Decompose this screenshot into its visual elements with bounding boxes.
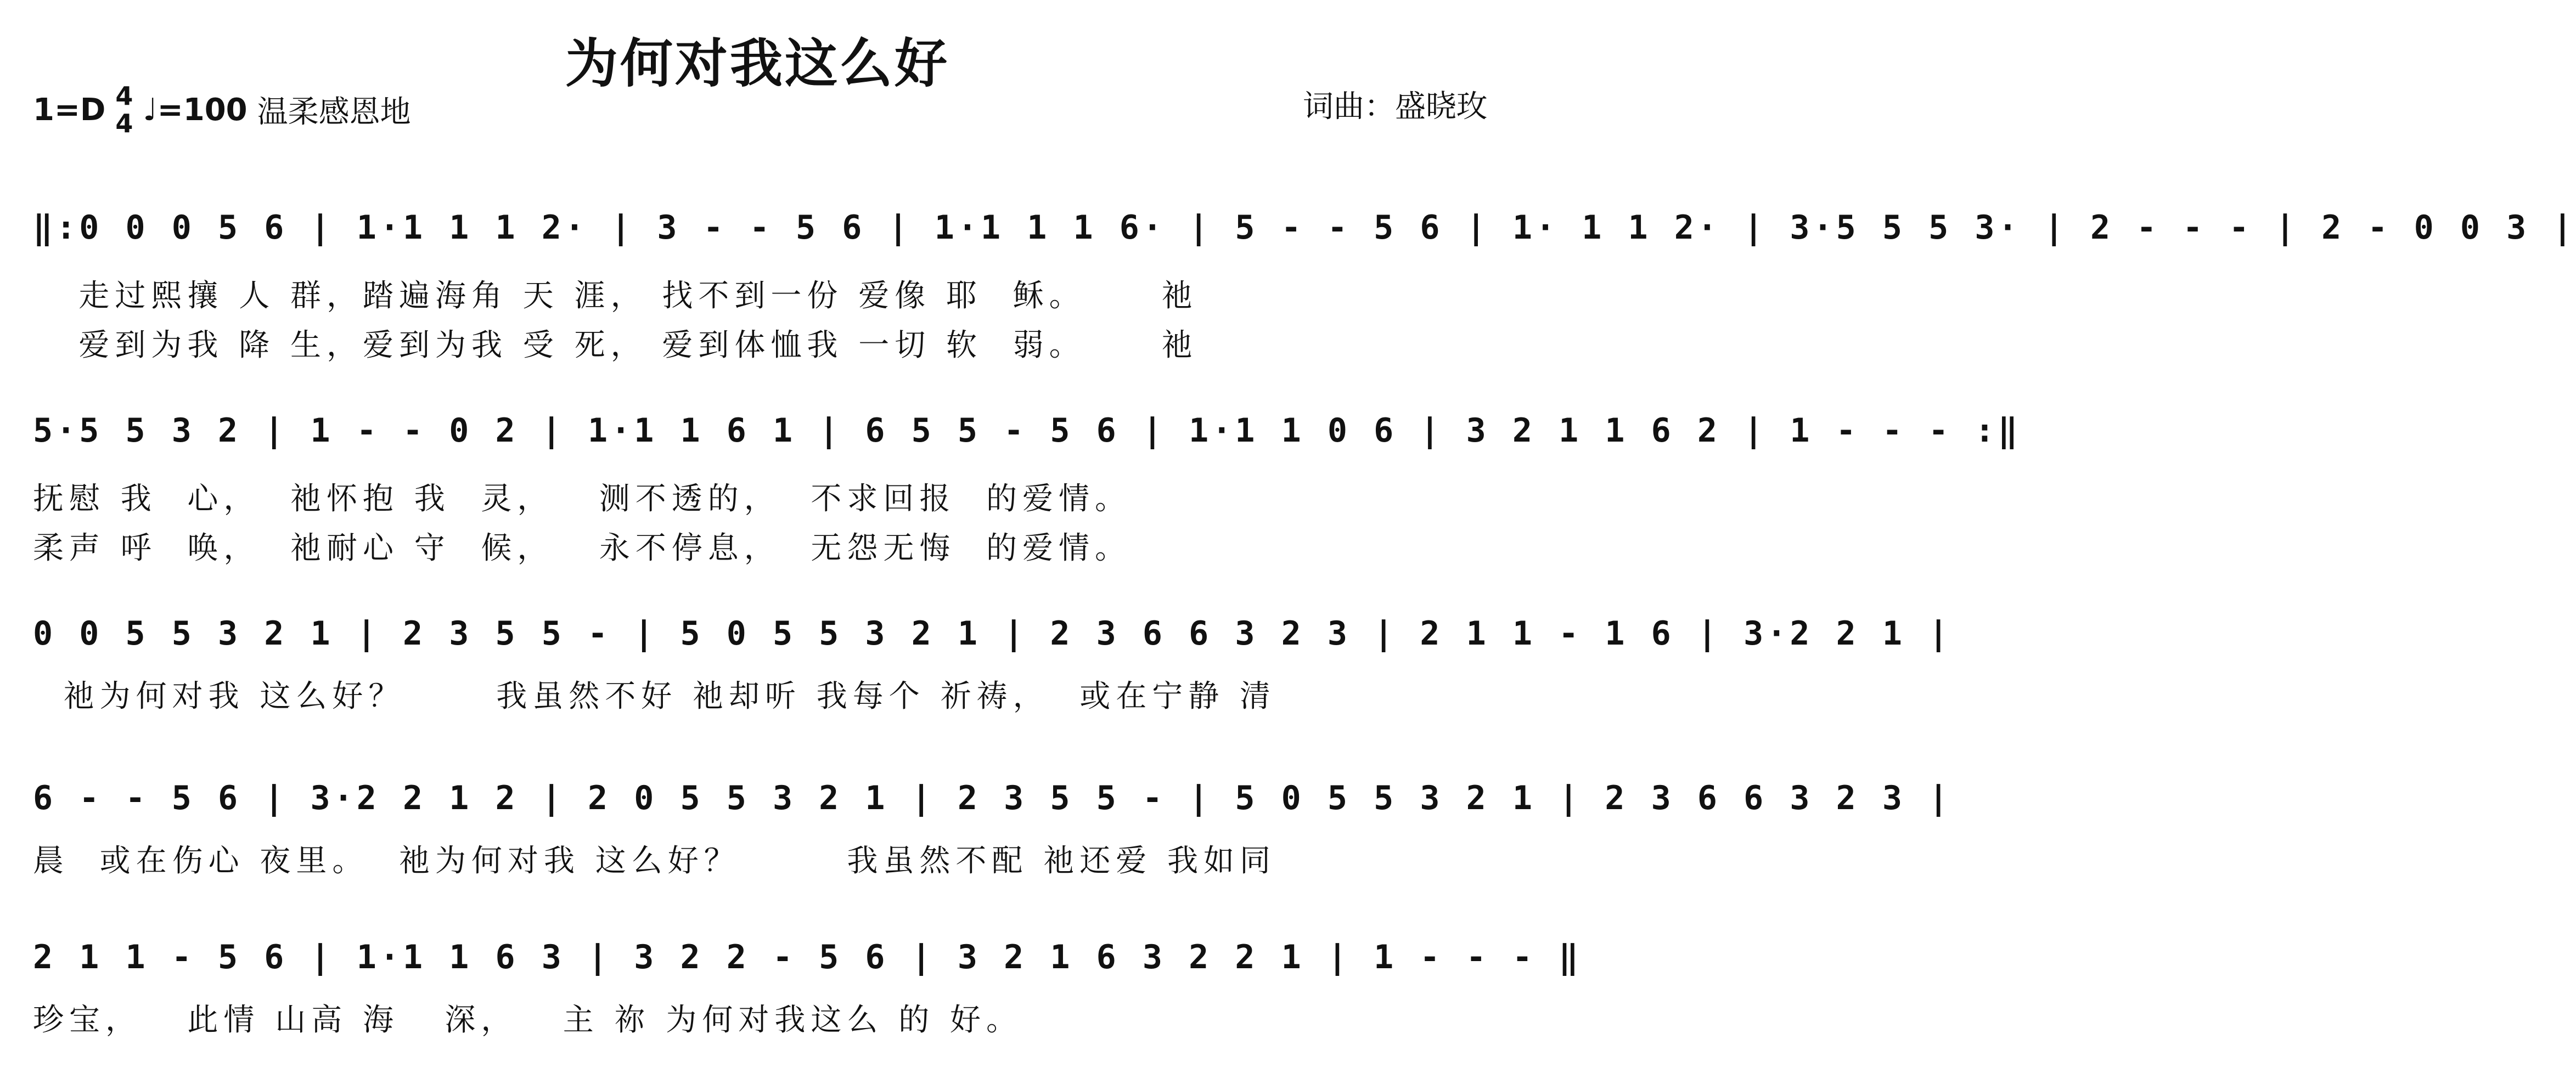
song-meta	[33, 82, 411, 137]
notation-line-1: ‖:0 0 0 5 6 | 1·1 1 1 2· | 3 - - 5 6 | 1·1 1 1 6· | 5 - - 5 6 | 1· 1 1 2· | 3·5 5 5 3· | 2 - - - | 2 - 0 0 3 |	[33, 208, 2576, 247]
lyric-line-3: 祂为何对我 这么好？ 我虽然不好 祂却听 我每个 祈祷， 或在宁静 清	[33, 679, 1276, 714]
key-signature: 1=D	[33, 92, 106, 128]
notation-line-2: 5·5 5 3 2 | 1 - - 0 2 | 1·1 1 6 1 | 6 5 5 - 5 6 | 1·1 1 0 6 | 3 2 1 1 6 2 | 1 - - - :‖	[33, 411, 2021, 450]
lyric-line-1b: 爱到为我 降 生，爱到为我 受 死， 爱到体恤我 一切 软 弱。 祂	[33, 327, 1198, 363]
lyric-line-5: 珍宝， 此情 山高 海 深， 主 祢 为何对我这么 的 好。	[33, 1002, 1023, 1038]
notation-line-5: 2 1 1 - 5 6 | 1·1 1 6 3 | 3 2 2 - 5 6 | 3 2 1 6 3 2 2 1 | 1 - - - ‖	[33, 938, 1582, 976]
lyric-line-2a: 抚慰 我 心， 祂怀抱 我 灵， 测不透的， 不求回报 的爱情。	[33, 481, 1132, 517]
notation-line-4: 6 - - 5 6 | 3·2 2 1 2 | 2 0 5 5 3 2 1 | 2 3 5 5 - | 5 0 5 5 3 2 1 | 2 3 6 6 3 2 3 |	[33, 779, 1952, 817]
notation-line-3: 0 0 5 5 3 2 1 | 2 3 5 5 - | 5 0 5 5 3 2 1 | 2 3 6 6 3 2 3 | 2 1 1 - 1 6 | 3·2 2 1 |	[33, 614, 1952, 653]
song-title: 为何对我这么好	[565, 32, 949, 94]
time-signature	[115, 82, 133, 137]
time-signature-top: 4	[115, 81, 133, 111]
lyric-line-1a: 走过熙攘 人 群，踏遍海角 天 涯， 找不到一份 爱像 耶 稣。 祂	[33, 278, 1198, 314]
time-signature-bottom: 4	[115, 109, 133, 138]
tempo-marking: ♩=100	[143, 92, 248, 128]
credit: 词曲：盛晓玫	[1303, 89, 1487, 125]
lyric-line-4: 晨 或在伤心 夜里。 祂为何对我 这么好？ 我虽然不配 祂还爱 我如同	[33, 843, 1276, 879]
expression-marking: 温柔感恩地	[257, 94, 411, 130]
lyric-line-2b: 柔声 呼 唤， 祂耐心 守 候， 永不停息， 无怨无悔 的爱情。	[33, 530, 1132, 566]
